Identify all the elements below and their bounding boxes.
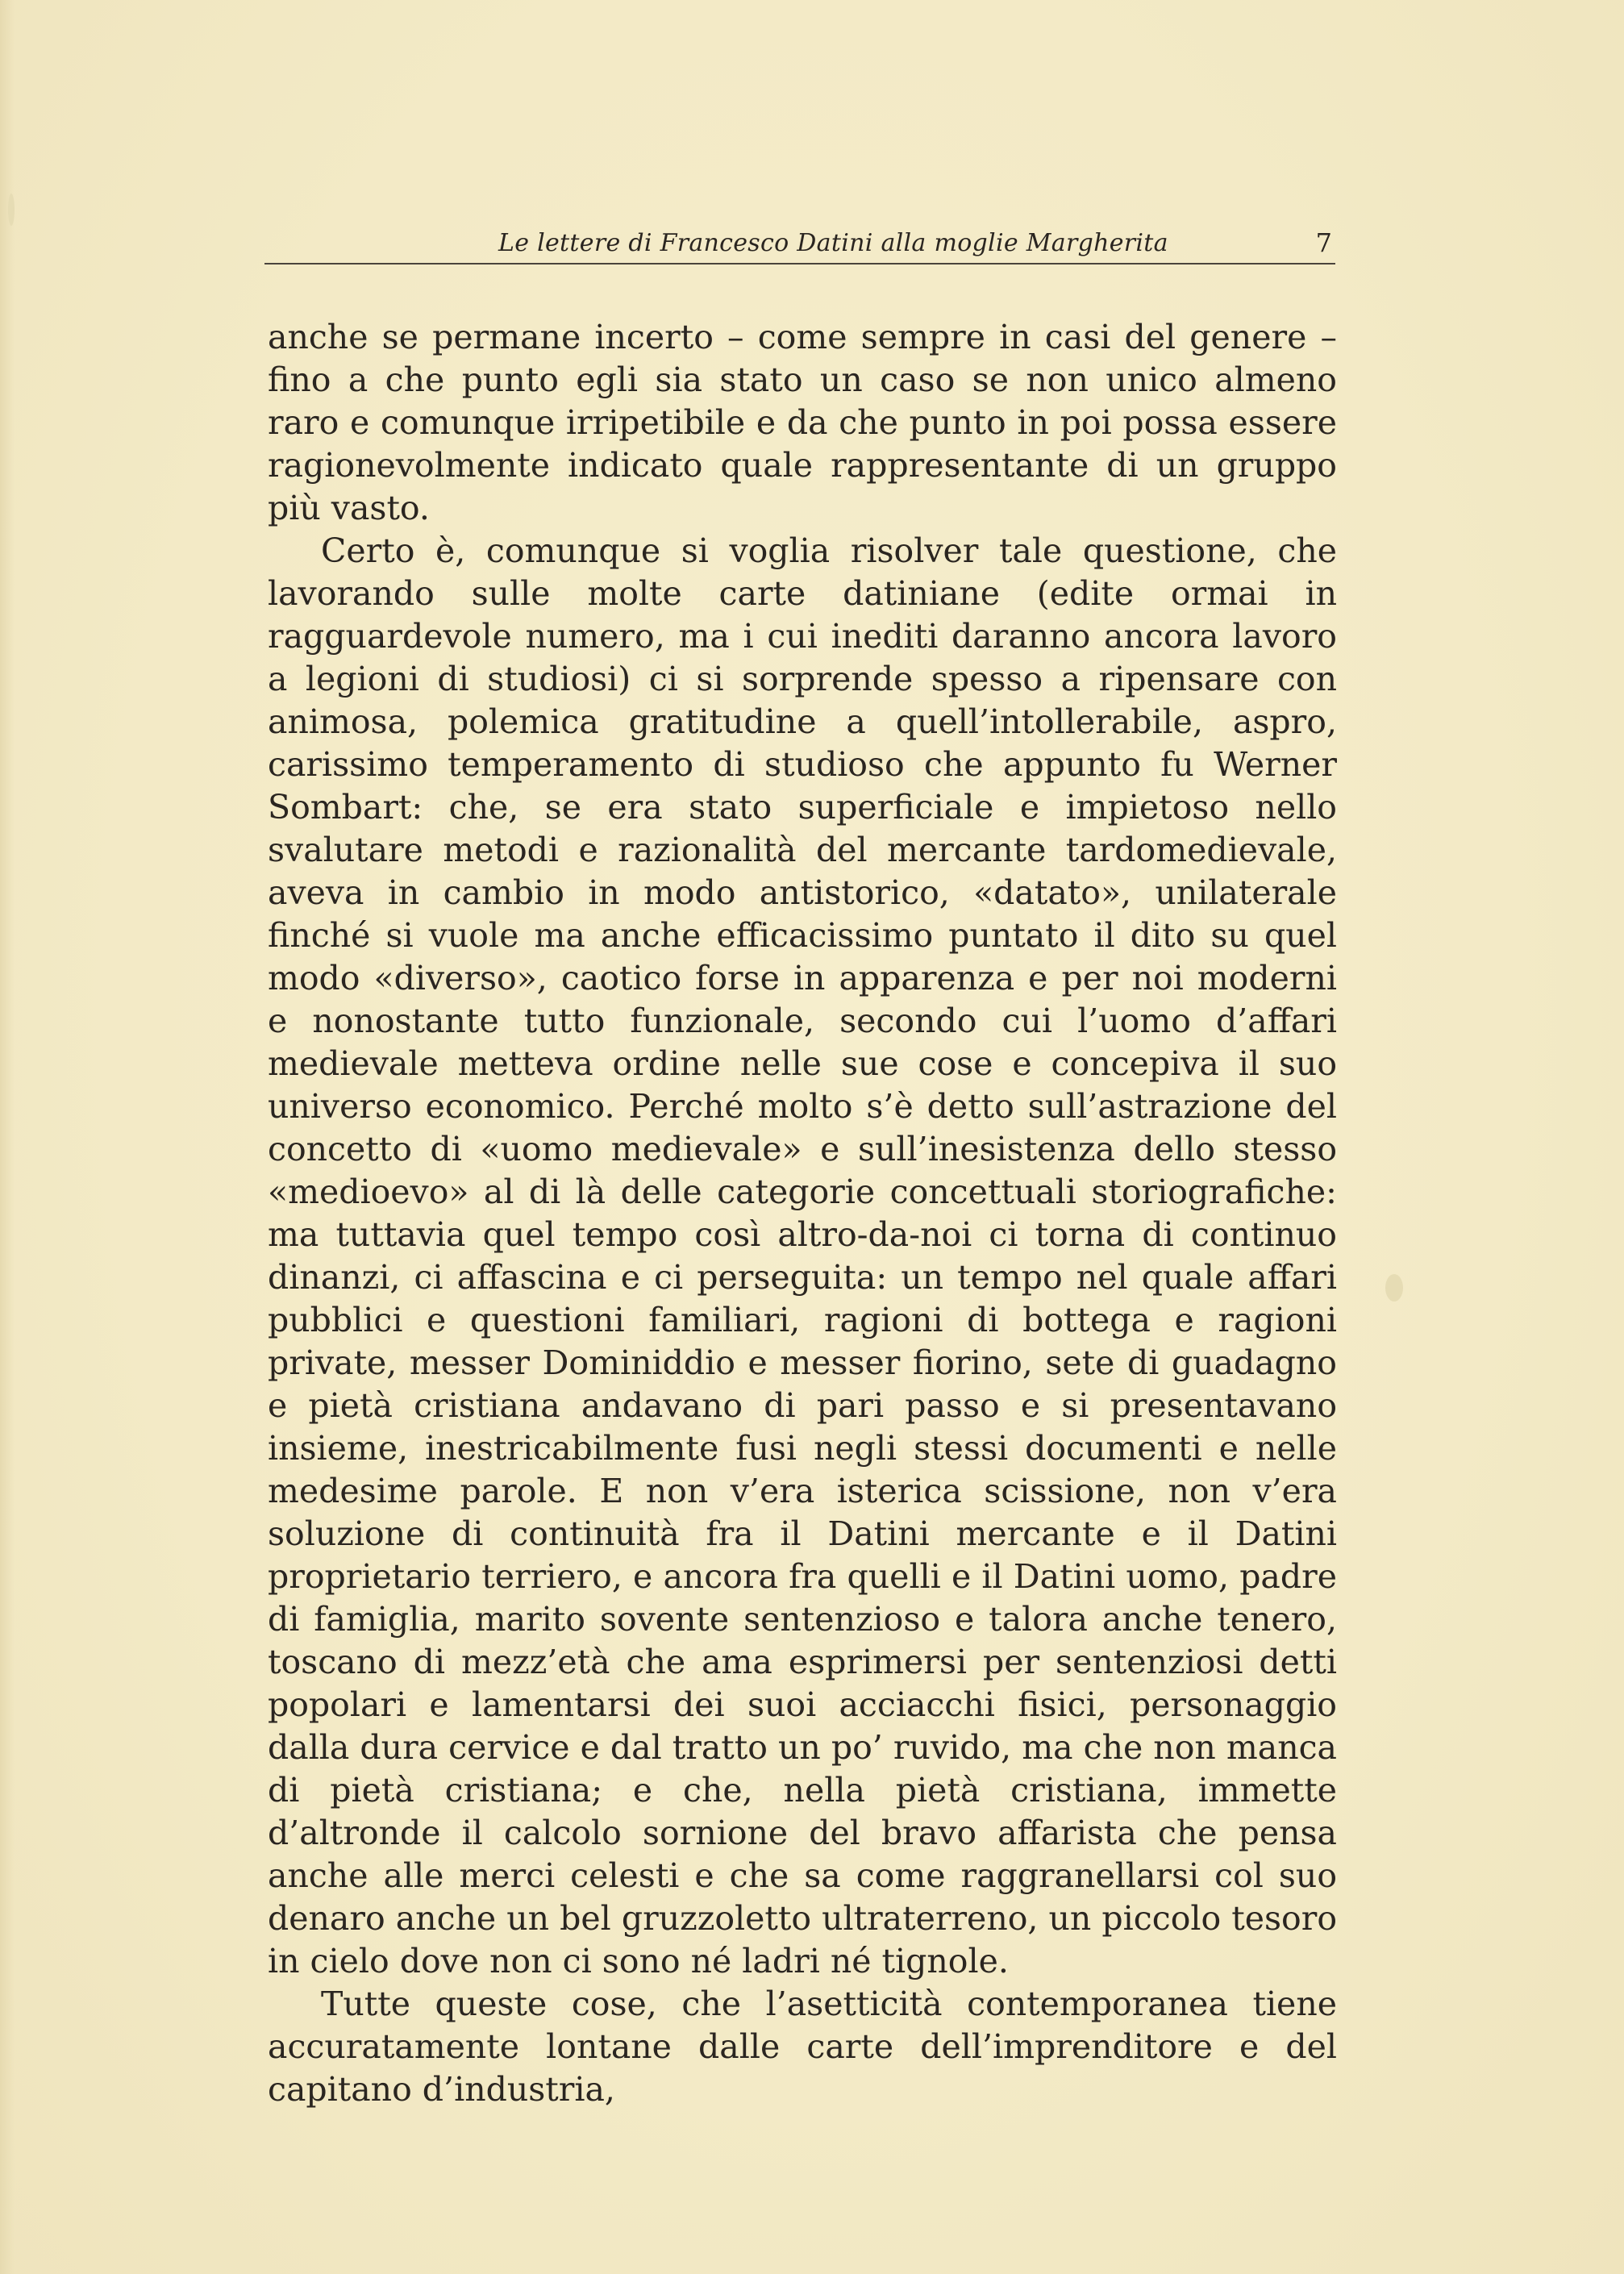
body-text — [268, 316, 1337, 2111]
paragraph: Certo è, comunque si voglia risolver tale questione, che lavorando sulle molte carte datiniane (edite ormai in ragguardevole numero, ma i cui inediti daranno ancora lavoro a legioni di studiosi) ci si sorprende spesso a ripensare con animosa, polemica gratitudine a quell’intollerabile, aspro, carissimo temperamento di studioso che appunto fu Werner Sombart: che, se era stato superficiale e impietoso nello svalutare metodi e razionalità del mercante tardomedievale, aveva in cambio in modo antistorico, «datato», unilaterale finché si vuole ma anche efficacissimo puntato il dito su quel modo «diverso», caotico forse in apparenza e per noi moderni e nonostante tutto funzionale, secondo cui l’uomo d’affari medievale metteva ordine nelle sue cose e concepiva il suo universo economico. Perché molto s’è detto sull’astrazione del concetto di «uomo medievale» e sull’inesistenza dello stesso «medioevo» al di là delle categorie concettuali storiografiche: ma tuttavia quel tempo così altro-da-noi ci torna di continuo dinanzi, ci affascina e ci perseguita: un tempo nel quale affari pubblici e questioni familiari, ragioni di bottega e ragioni private, messer Dominiddio e messer fiorino, sete di guadagno e pietà cristiana andavano di pari passo e si presentavano insieme, inestricabilmente fusi negli stessi documenti e nelle medesime parole. E non v’era isterica scissione, non v’era soluzione di continuità fra il Datini mercante e il Datini proprietario terriero, e ancora fra quelli e il Datini uomo, padre di famiglia, marito sovente sentenzioso e talora anche tenero, toscano di mezz’età che ama esprimersi per sentenziosi detti popolari e lamentarsi dei suoi acciacchi fisici, personaggio dalla dura cervice e dal tratto un po’ ruvido, ma che non manca di pietà cristiana; e che, nella pietà cristiana, immette d’altronde il calcolo sornione del bravo affarista che pensa anche alle merci celesti e che sa come raggranellarsi col suo denaro anche un bel gruzzoletto ultraterreno, un piccolo tesoro in cielo dove non ci sono né ladri né tignole. — [268, 531, 1337, 1980]
paragraph: Tutte queste cose, che l’asetticità contemporanea tiene accuratamente lontane dalle carte dell’imprenditore e del capitano d’industria, — [268, 1985, 1337, 2109]
paper-blemish — [8, 194, 15, 226]
paper-blemish — [1385, 1274, 1403, 1302]
running-header — [264, 223, 1335, 264]
running-title: Le lettere di Francesco Datini alla moglie Margherita — [498, 229, 1168, 257]
paragraph: anche se permane incerto – come sempre in casi del genere – fino a che punto egli sia stato un caso se non unico almeno raro e comunque irripetibile e da che punto in poi possa essere ragionevolmente indicato quale rappresentante di un gruppo più vasto. — [268, 318, 1337, 527]
page-edge-shadow — [0, 0, 15, 2274]
page-number: 7 — [1315, 227, 1332, 258]
